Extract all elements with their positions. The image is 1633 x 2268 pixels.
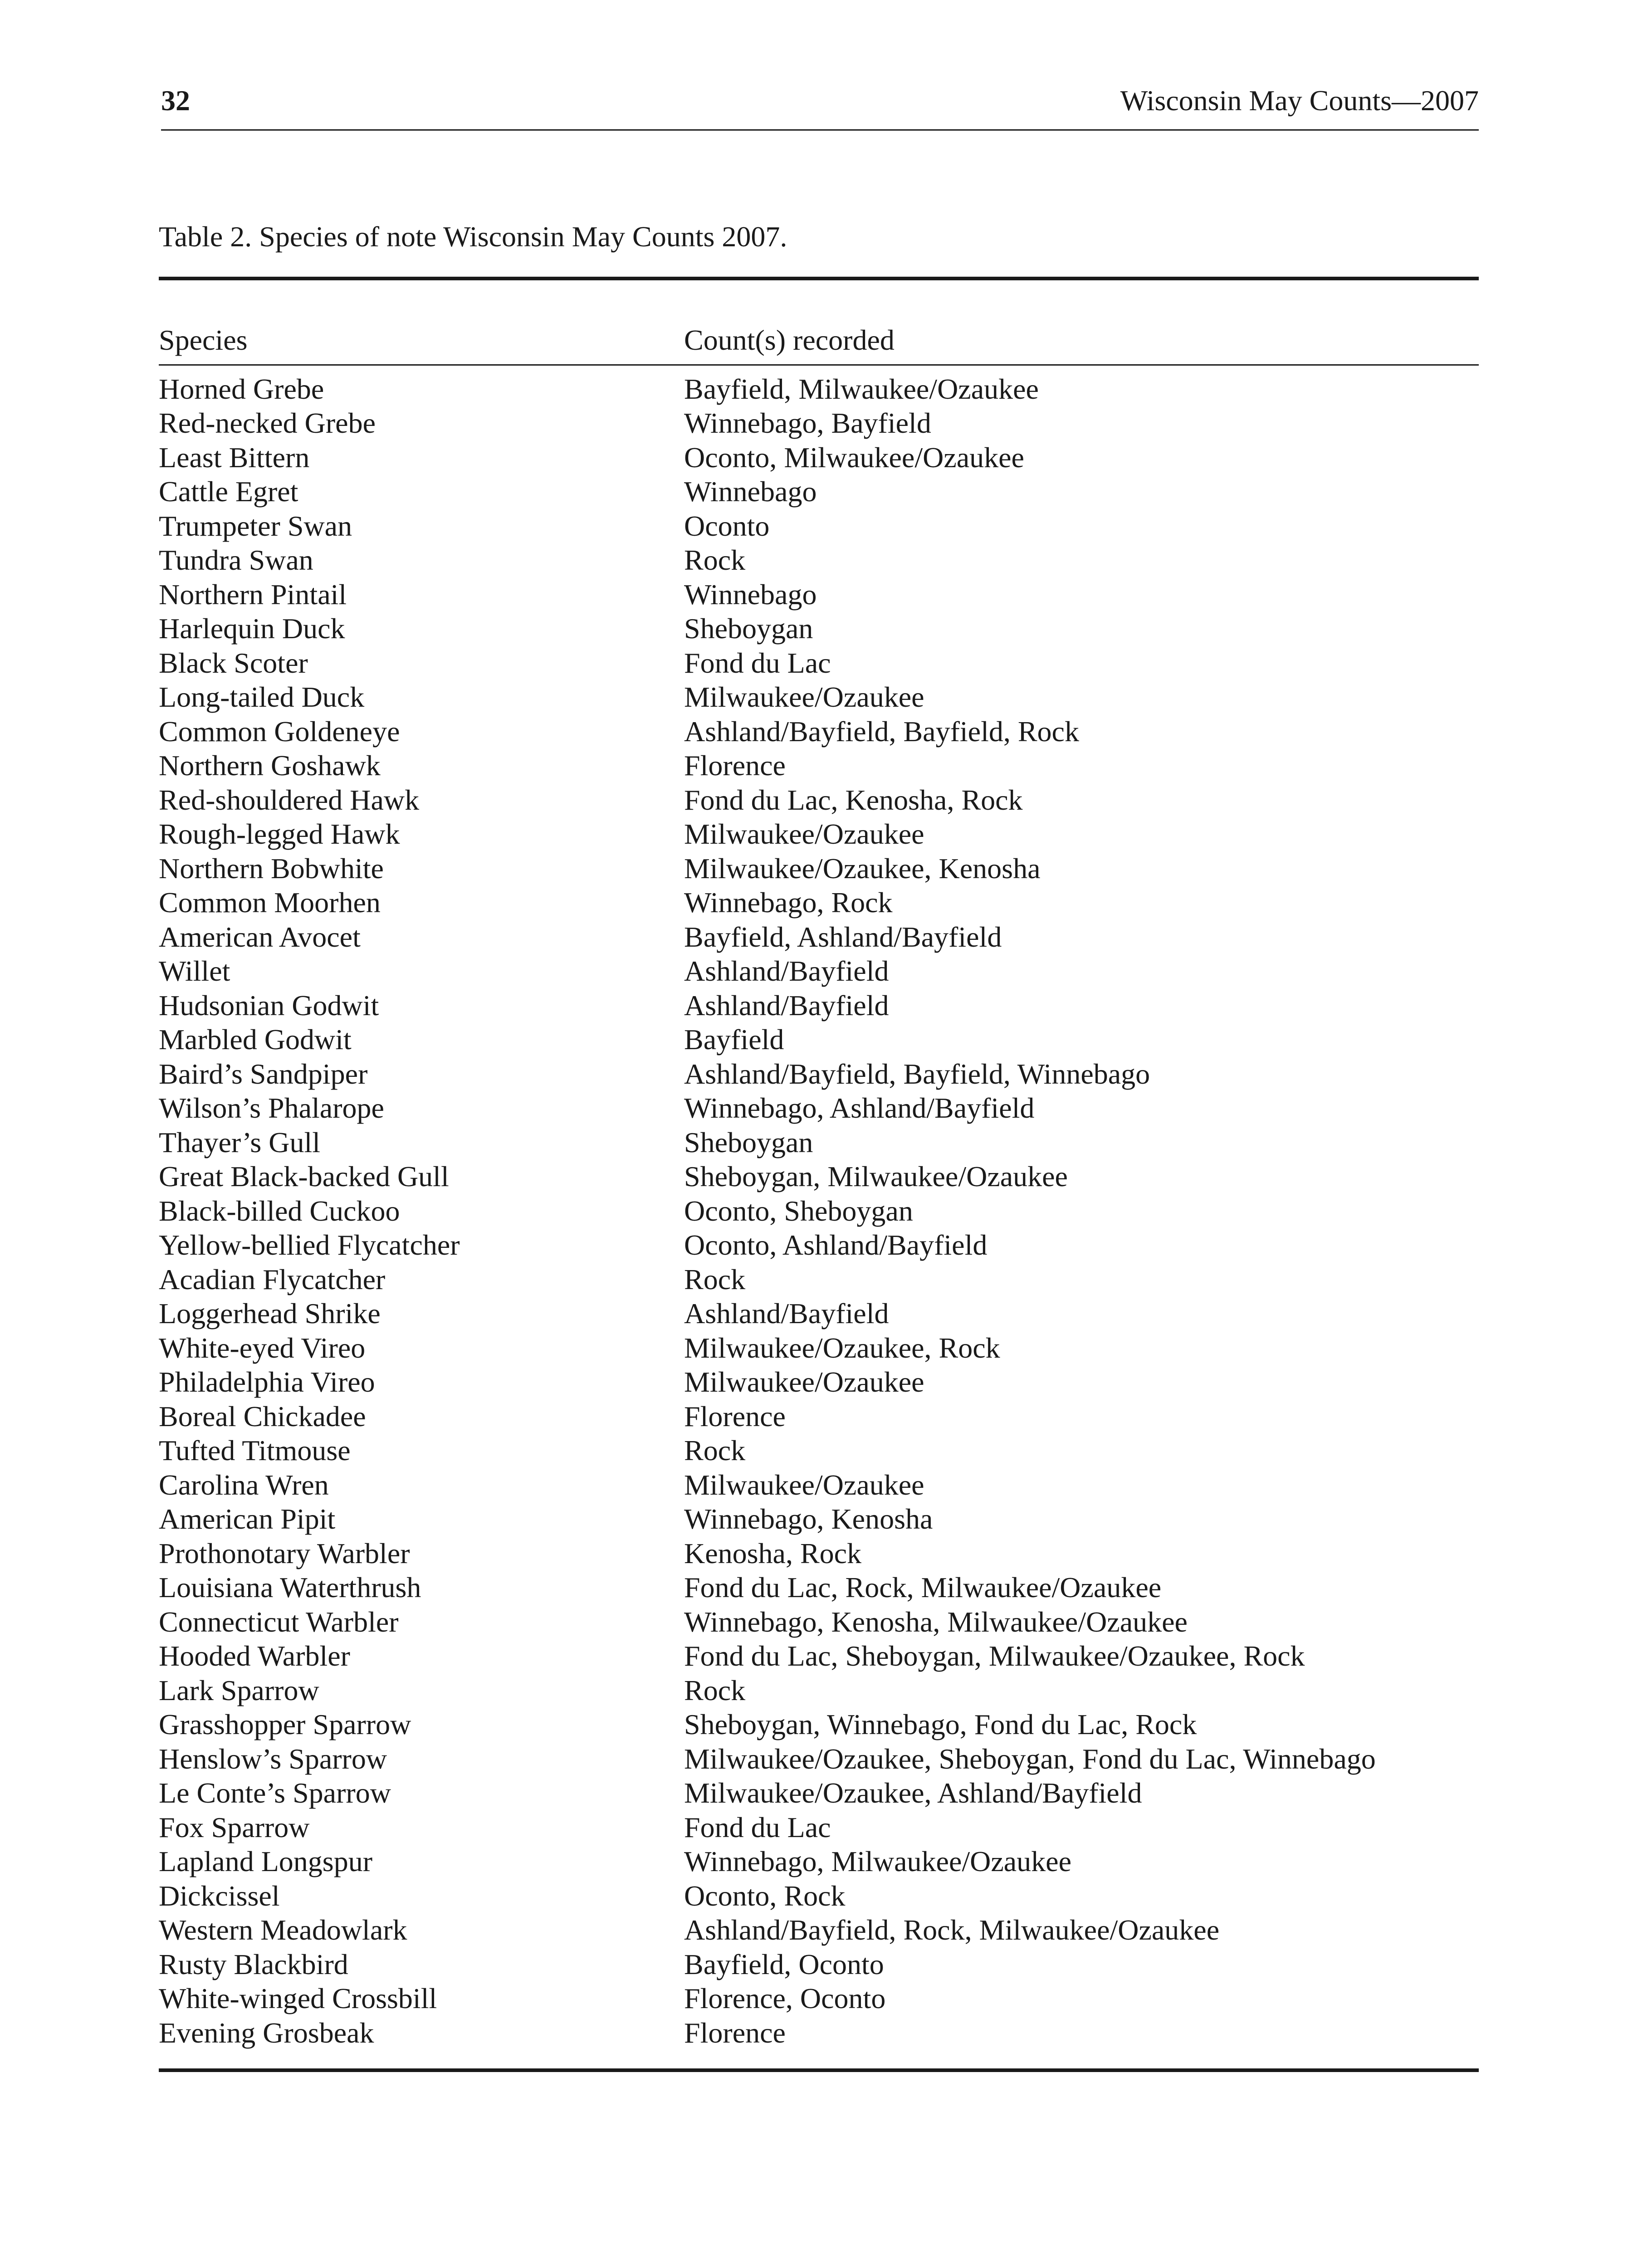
- table-row: [159, 749, 1479, 783]
- counts-cell: Bayfield, Ashland/Bayfield: [684, 920, 1002, 953]
- species-cell: Baird’s Sandpiper: [159, 1057, 368, 1090]
- species-cell: Common Moorhen: [159, 886, 381, 919]
- counts-cell: Sheboygan, Winnebago, Fond du Lac, Rock: [684, 1708, 1197, 1741]
- table-row: [159, 372, 1479, 406]
- species-cell: Black-billed Cuckoo: [159, 1194, 400, 1227]
- species-cell: Northern Goshawk: [159, 749, 381, 782]
- counts-cell: Ashland/Bayfield, Rock, Milwaukee/Ozaukee: [684, 1914, 1220, 1946]
- counts-cell: Fond du Lac, Rock, Milwaukee/Ozaukee: [684, 1571, 1162, 1604]
- table-row: [159, 1194, 1479, 1228]
- species-cell: Fox Sparrow: [159, 1811, 310, 1843]
- table-row: [159, 1639, 1479, 1674]
- table-caption: Table 2. Species of note Wisconsin May Counts 2007.: [159, 220, 787, 253]
- counts-cell: Ashland/Bayfield: [684, 1297, 889, 1330]
- table-row: [159, 1125, 1479, 1160]
- species-cell: Trumpeter Swan: [159, 509, 352, 542]
- table-row: [159, 1228, 1479, 1263]
- species-cell: American Pipit: [159, 1503, 336, 1535]
- table-row: [159, 1742, 1479, 1776]
- species-cell: Tufted Titmouse: [159, 1434, 351, 1467]
- species-cell: Harlequin Duck: [159, 612, 345, 645]
- counts-cell: Oconto, Ashland/Bayfield: [684, 1229, 988, 1261]
- table-bottom-rule: [159, 2068, 1479, 2072]
- table-top-rule: [159, 277, 1479, 280]
- species-cell: Horned Grebe: [159, 372, 324, 405]
- table-row: [159, 440, 1479, 475]
- species-cell: Prothonotary Warbler: [159, 1537, 410, 1569]
- species-cell: Red-necked Grebe: [159, 407, 376, 440]
- species-cell: Tundra Swan: [159, 544, 313, 577]
- counts-cell: Bayfield: [684, 1023, 784, 1056]
- species-cell: Marbled Godwit: [159, 1023, 352, 1056]
- species-cell: Carolina Wren: [159, 1468, 329, 1501]
- species-cell: Northern Bobwhite: [159, 852, 384, 885]
- table-row: [159, 646, 1479, 680]
- counts-cell: Ashland/Bayfield: [684, 955, 889, 987]
- species-cell: Red-shouldered Hawk: [159, 783, 420, 816]
- table-row: [159, 1502, 1479, 1537]
- counts-cell: Fond du Lac, Kenosha, Rock: [684, 783, 1023, 816]
- counts-cell: Milwaukee/Ozaukee, Rock: [684, 1331, 1000, 1364]
- table-row: [159, 1536, 1479, 1571]
- species-cell: Dickcissel: [159, 1879, 280, 1912]
- counts-cell: Florence, Oconto: [684, 1982, 886, 2015]
- species-cell: Acadian Flycatcher: [159, 1263, 386, 1295]
- table-row: [159, 783, 1479, 817]
- header-rule: [161, 129, 1479, 131]
- table-row: [159, 1091, 1479, 1126]
- table-row: [159, 1947, 1479, 1982]
- table-row: [159, 406, 1479, 441]
- counts-cell: Florence: [684, 2016, 786, 2049]
- counts-cell: Milwaukee/Ozaukee: [684, 1468, 924, 1501]
- counts-cell: Oconto, Sheboygan: [684, 1194, 913, 1227]
- species-cell: Rough-legged Hawk: [159, 818, 400, 850]
- counts-cell: Milwaukee/Ozaukee, Ashland/Bayfield: [684, 1777, 1142, 1809]
- table-row: [159, 988, 1479, 1023]
- counts-cell: Oconto: [684, 509, 770, 542]
- species-cell: Lapland Longspur: [159, 1845, 372, 1878]
- table-row: [159, 577, 1479, 612]
- table-row: [159, 1057, 1479, 1091]
- table-row: [159, 612, 1479, 646]
- table-row: [159, 1845, 1479, 1879]
- counts-cell: Rock: [684, 1674, 746, 1706]
- table-row: [159, 475, 1479, 509]
- species-cell: Rusty Blackbird: [159, 1948, 348, 1980]
- table-row: [159, 1023, 1479, 1057]
- counts-cell: Fond du Lac: [684, 1811, 831, 1843]
- counts-cell: Winnebago, Bayfield: [684, 407, 931, 440]
- counts-cell: Florence: [684, 749, 786, 782]
- counts-cell: Sheboygan, Milwaukee/Ozaukee: [684, 1160, 1068, 1193]
- table-row: [159, 1434, 1479, 1468]
- table-row: [159, 1571, 1479, 1605]
- species-cell: Northern Pintail: [159, 578, 347, 611]
- counts-cell: Milwaukee/Ozaukee, Kenosha: [684, 852, 1041, 885]
- species-cell: Least Bittern: [159, 441, 310, 474]
- species-cell: White-eyed Vireo: [159, 1331, 366, 1364]
- counts-cell: Fond du Lac, Sheboygan, Milwaukee/Ozaukee, Rock: [684, 1640, 1305, 1672]
- species-cell: Le Conte’s Sparrow: [159, 1777, 391, 1809]
- table-row: [159, 1331, 1479, 1365]
- species-cell: Connecticut Warbler: [159, 1605, 399, 1638]
- species-cell: Louisiana Waterthrush: [159, 1571, 421, 1604]
- column-header-rule: [159, 364, 1479, 366]
- counts-cell: Winnebago, Ashland/Bayfield: [684, 1092, 1035, 1124]
- species-cell: Grasshopper Sparrow: [159, 1708, 411, 1741]
- running-head: Wisconsin May Counts—2007: [1120, 84, 1479, 117]
- species-cell: American Avocet: [159, 920, 361, 953]
- table-row: [159, 1913, 1479, 1948]
- page-number: 32: [161, 84, 190, 117]
- counts-cell: Fond du Lac: [684, 646, 831, 679]
- species-cell: Hudsonian Godwit: [159, 989, 379, 1022]
- counts-cell: Bayfield, Milwaukee/Ozaukee: [684, 372, 1039, 405]
- species-cell: Long-tailed Duck: [159, 681, 365, 714]
- species-cell: Boreal Chickadee: [159, 1400, 366, 1432]
- table-row: [159, 1879, 1479, 1913]
- counts-cell: Milwaukee/Ozaukee: [684, 818, 924, 850]
- species-cell: Black Scoter: [159, 646, 308, 679]
- counts-cell: Kenosha, Rock: [684, 1537, 862, 1569]
- species-cell: Loggerhead Shrike: [159, 1297, 381, 1330]
- column-header-species: Species: [159, 324, 248, 356]
- table-row: [159, 714, 1479, 749]
- table-row: [159, 1160, 1479, 1194]
- table-row: [159, 680, 1479, 715]
- table-row: [159, 1776, 1479, 1811]
- species-cell: Cattle Egret: [159, 475, 298, 508]
- counts-cell: Sheboygan: [684, 612, 813, 645]
- counts-cell: Rock: [684, 544, 746, 577]
- table-row: [159, 954, 1479, 989]
- column-header-counts: Count(s) recorded: [684, 324, 895, 356]
- table-row: [159, 1605, 1479, 1639]
- table-row: [159, 1982, 1479, 2016]
- species-cell: Great Black-backed Gull: [159, 1160, 449, 1193]
- table-row: [159, 543, 1479, 578]
- table-row: [159, 1365, 1479, 1400]
- species-cell: Wilson’s Phalarope: [159, 1092, 384, 1124]
- counts-cell: Winnebago, Milwaukee/Ozaukee: [684, 1845, 1071, 1878]
- counts-cell: Rock: [684, 1434, 746, 1467]
- counts-cell: Winnebago, Kenosha, Milwaukee/Ozaukee: [684, 1605, 1188, 1638]
- counts-cell: Rock: [684, 1263, 746, 1295]
- table-row: [159, 920, 1479, 954]
- table-row: [159, 886, 1479, 920]
- table-row: [159, 851, 1479, 886]
- counts-cell: Bayfield, Oconto: [684, 1948, 884, 1980]
- table-row: [159, 817, 1479, 852]
- table-row: [159, 1708, 1479, 1742]
- counts-cell: Milwaukee/Ozaukee: [684, 1366, 924, 1398]
- counts-cell: Winnebago: [684, 475, 817, 508]
- species-cell: Common Goldeneye: [159, 715, 400, 748]
- table-row: [159, 2016, 1479, 2050]
- table-body: [159, 372, 1479, 2050]
- counts-cell: Ashland/Bayfield, Bayfield, Rock: [684, 715, 1079, 748]
- species-cell: Willet: [159, 955, 230, 987]
- table-row: [159, 1262, 1479, 1297]
- species-cell: Evening Grosbeak: [159, 2016, 374, 2049]
- species-cell: White-winged Crossbill: [159, 1982, 437, 2015]
- counts-cell: Winnebago: [684, 578, 817, 611]
- species-cell: Henslow’s Sparrow: [159, 1742, 387, 1775]
- counts-cell: Winnebago, Rock: [684, 886, 893, 919]
- table-row: [159, 1399, 1479, 1434]
- table-row: [159, 1673, 1479, 1708]
- species-cell: Yellow-bellied Flycatcher: [159, 1229, 460, 1261]
- counts-cell: Milwaukee/Ozaukee, Sheboygan, Fond du Lac, Winnebago: [684, 1742, 1376, 1775]
- counts-cell: Oconto, Milwaukee/Ozaukee: [684, 441, 1024, 474]
- counts-cell: Milwaukee/Ozaukee: [684, 681, 924, 714]
- species-cell: Lark Sparrow: [159, 1674, 319, 1706]
- species-cell: Philadelphia Vireo: [159, 1366, 375, 1398]
- counts-cell: Oconto, Rock: [684, 1879, 846, 1912]
- counts-cell: Ashland/Bayfield: [684, 989, 889, 1022]
- species-cell: Hooded Warbler: [159, 1640, 350, 1672]
- counts-cell: Ashland/Bayfield, Bayfield, Winnebago: [684, 1057, 1150, 1090]
- table-row: [159, 1297, 1479, 1331]
- species-cell: Thayer’s Gull: [159, 1126, 321, 1158]
- table-row: [159, 509, 1479, 543]
- counts-cell: Florence: [684, 1400, 786, 1432]
- counts-cell: Winnebago, Kenosha: [684, 1503, 933, 1535]
- table-row: [159, 1810, 1479, 1845]
- species-cell: Western Meadowlark: [159, 1914, 407, 1946]
- table-row: [159, 1468, 1479, 1502]
- counts-cell: Sheboygan: [684, 1126, 813, 1158]
